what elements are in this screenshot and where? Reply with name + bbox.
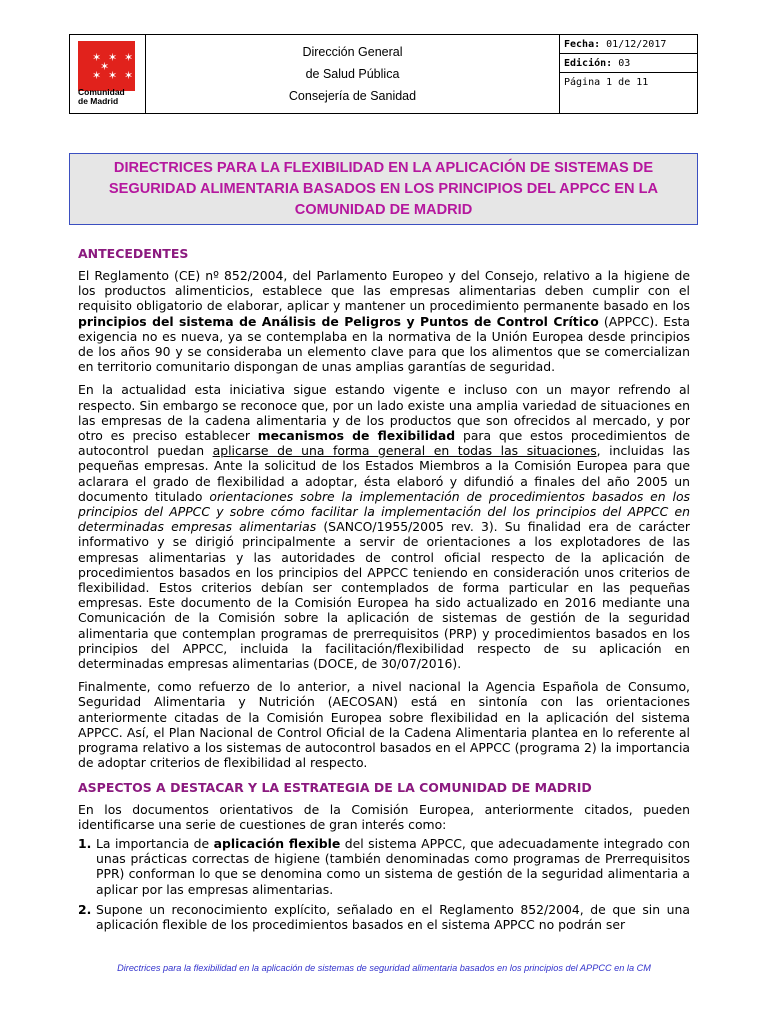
document-title: DIRECTRICES PARA LA FLEXIBILIDAD EN LA APLICACIÓN DE SISTEMAS DE SEGURIDAD ALIMENTARIA BASADOS EN LOS PRINCIPIOS DEL APPCC EN LA COMUNIDAD DE MADRID: [69, 153, 698, 225]
list-item: 2. Supone un reconocimiento explícito, señalado en el Reglamento 852/2004, de que sin una aplicación flexible de los procedimientos basados en el sistema APPCC no podrán ser: [78, 901, 690, 933]
paragraph-1: El Reglamento (CE) nº 852/2004, del Parlamento Europeo y del Consejo, relativo a la higiene de los productos alimenticios, establece que las empresas alimentarias deben cumplir con el requisito obligatorio de elaborar, aplicar y mantener un procedimiento permanente basado en los principios del sistema de Análisis de Peligros y Puntos de Control Crítico (APPCC). Esta exigencia no es nueva, ya se contemplaba en la normativa de la Unión Europea desde principios de los años 90 y se consideraba un elemento clave para que los alimentos que se comercializan en territorio comunitario dispongan de unas amplias garantías de seguridad.: [78, 268, 691, 375]
org-line-3: Consejería de Sanidad: [288, 89, 417, 103]
section-antecedentes-body: [78, 268, 690, 779]
section-heading-aspectos: ASPECTOS A DESTACAR Y LA ESTRATEGIA DE LA COMUNIDAD DE MADRID: [78, 780, 592, 795]
comunidad-madrid-logo: [78, 41, 135, 91]
fecha-field: Fecha: 01/12/2017: [560, 35, 697, 54]
edicion-field: Edición: 03: [560, 54, 697, 73]
document-header: [69, 34, 698, 114]
section-heading-antecedentes: ANTECEDENTES: [78, 246, 189, 261]
aspects-list: [78, 836, 690, 937]
org-line-2: de Salud Pública: [305, 67, 400, 81]
paragraph-2: En la actualidad esta iniciativa sigue estando vigente e incluso con un mayor refrendo al respecto. Sin embargo se reconoce que, por un lado existe una amplia variedad de situaciones en las empresas de la cadena alimentaria y de los productos que son ofrecidos al mercado, y por otro es preciso establecer mecanismos de flexibilidad para que estos procedimientos de autocontrol puedan aplicarse de una forma general en todas las situaciones, incluidas las pequeñas empresas. Ante la solicitud de los Estados Miembros a la Comisión Europea para que aclarara el grado de flexibilidad a adoptar, ésta elaboró y difundió a finales del año 2005 un documento titulado orientaciones sobre la implementación de procedimientos basados en los principios del APPCC y sobre cómo facilitar la implementación del los principios del APPCC en determinadas empresas alimentarias (SANCO/1955/2005 rev. 3). Su finalidad era de carácter informativo y se dirigió principalmente a servir de orientaciones a los explotadores de las empresas alimentarias y las autoridades de control oficial respecto de la aplicación de procedimientos basados en los principios del APPCC teniendo en consideración unos criterios de flexibilidad. Estos criterios debían ser contemplados de forma particular en las pequeñas empresas. Este documento de la Comisión Europea ha sido actualizado en 2016 mediante una Comunicación de la Comisión sobre la aplicación de sistemas de gestión de la seguridad alimentaria que contemplan programas de prerrequisitos (PRP) y procedimientos basados en los principios del APPCC, incluida la facilitación/flexibilidad respecto de su aplicación en determinadas empresas alimentarias (DOCE, de 30/07/2016).: [78, 382, 691, 672]
list-item: 1. La importancia de aplicación flexible del sistema APPCC, que adecuadamente integrado con unas prácticas correctas de higiene (también denominadas como programas de Prerrequisitos PPR) conforman lo que se denomina como un sistema de gestión de la seguridad alimentaria a aplicar por las empresas alimentarias.: [78, 836, 690, 897]
metadata-cell: [560, 35, 697, 113]
logo-cell: [70, 35, 146, 113]
page-footer: Directrices para la flexibilidad en la aplicación de sistemas de seguridad alimentaria basados en los principios del APPCC en la CM: [117, 963, 651, 973]
org-line-1: Dirección General: [302, 45, 403, 59]
organization-cell: [146, 35, 560, 113]
paragraph-3: Finalmente, como refuerzo de lo anterior, a nivel nacional la Agencia Española de Consumo, Seguridad Alimentaria y Nutrición (AECOSAN) está en sintonía con las orientaciones anteriormente citadas de la Comisión Europea sobre flexibilidad en la aplicación del sistema APPCC. Así, el Plan Nacional de Control Oficial de la Cadena Alimentaria plantea en lo referente al programa relativo a los sistemas de autocontrol basados en el APPCC (programa 2) la importancia de adoptar criterios de flexibilidad al respecto.: [78, 679, 690, 771]
stars-icon: ✶ ✶ ✶ ✶ ✶ ✶ ✶: [92, 51, 134, 82]
logo-text: Comunidad de Madrid: [78, 87, 125, 106]
section-aspectos-intro: [78, 802, 690, 840]
pagina-field: Página 1 de 11: [564, 77, 649, 88]
paragraph-intro: En los documentos orientativos de la Comisión Europea, anteriormente citados, pueden identificarse una serie de cuestiones de gran interés como:: [78, 802, 690, 833]
